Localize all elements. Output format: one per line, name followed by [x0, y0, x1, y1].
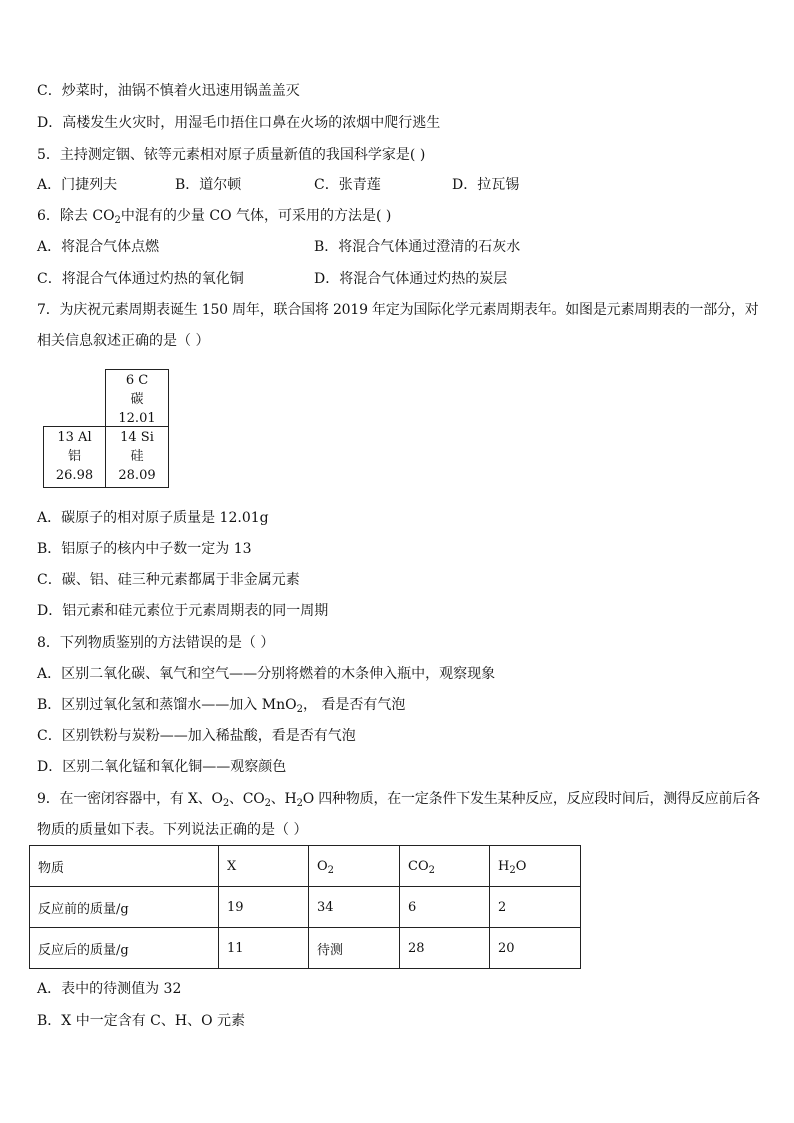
q9-option-b: B．X 中一定含有 C、H、O 元素 — [37, 1013, 246, 1029]
option-c-previous: C．炒菜时，油锅不慎着火迅速用锅盖盖灭 — [37, 83, 300, 99]
table-cell: X — [219, 846, 309, 887]
question-8: 8．下列物质鉴别的方法错误的是（ ） — [37, 635, 275, 651]
question-9: 9．在一密闭容器中，有 X、$O_2$、$CO_2$、$H_2O$ 四种物质，在一定条件下发生某种反应，反应段时间后，测得反应前后各 — [37, 791, 760, 809]
element-mass: 28.09 — [118, 468, 156, 483]
table-cell: 待测 — [309, 928, 400, 969]
mass-table — [29, 845, 581, 969]
table-cell: 20 — [490, 928, 581, 969]
table-cell: 2 — [490, 887, 581, 928]
q6-option-c: C．将混合气体通过灼热的氧化铜 — [37, 271, 244, 287]
table-cell: 28 — [400, 928, 490, 969]
q6-option-a: A．将混合气体点燃 — [37, 239, 160, 255]
q7-option-a: A．碳原子的相对原子质量是 12.01g — [37, 510, 269, 526]
q8-option-a: A．区别二氧化碳、氧气和空气——分别将燃着的木条伸入瓶中，观察现象 — [37, 666, 496, 682]
q5-option-a: A．门捷列夫 — [37, 177, 118, 193]
table-cell: 反应前的质量/g — [30, 887, 219, 928]
element-name: 铝 — [67, 449, 81, 464]
q9-option-a: A．表中的待测值为 32 — [37, 981, 182, 997]
q8-option-d: D．区别二氧化锰和氧化铜——观察颜色 — [37, 759, 287, 775]
q5-option-b: B．道尔顿 — [175, 177, 242, 193]
element-number-symbol: 14 Si — [120, 430, 154, 445]
table-cell: $CO_2$ — [400, 846, 490, 887]
q8-option-b: B．区别过氧化氢和蒸馏水——加入 MnO$_2$， 看是否有气泡 — [37, 697, 406, 715]
element-mass: 12.01 — [118, 411, 156, 426]
element-cell-aluminum — [43, 426, 106, 488]
table-cell: 物质 — [30, 846, 219, 887]
table-cell: $O_2$ — [309, 846, 400, 887]
element-name: 碳 — [130, 392, 144, 407]
question-7: 7．为庆祝元素周期表诞生 150 周年，联合国将 2019 年定为国际化学元素周期表年。如图是元素周期表的一部分，对 — [37, 302, 759, 318]
question-6: 6．除去 $CO_2$中混有的少量 CO 气体，可采用的方法是( ) — [37, 208, 392, 226]
option-d-previous: D．高楼发生火灾时，用湿毛巾捂住口鼻在火场的浓烟中爬行逃生 — [37, 115, 441, 131]
question-7-cont: 相关信息叙述正确的是（ ） — [37, 333, 210, 349]
q6-option-b: B．将混合气体通过澄清的石灰水 — [314, 239, 521, 255]
table-cell: 19 — [219, 887, 309, 928]
table-cell: 34 — [309, 887, 400, 928]
question-9-cont: 物质的质量如下表。下列说法正确的是（ ） — [37, 822, 308, 838]
table-header-row — [30, 846, 581, 887]
table-cell: 6 — [400, 887, 490, 928]
q5-option-c: C．张青莲 — [314, 177, 381, 193]
table-cell: 反应后的质量/g — [30, 928, 219, 969]
element-number-symbol: 6 C — [125, 373, 149, 388]
element-name: 硅 — [130, 449, 144, 464]
element-mass: 26.98 — [55, 468, 94, 483]
table-row — [30, 887, 581, 928]
table-cell: 11 — [219, 928, 309, 969]
table-row — [30, 928, 581, 969]
q7-option-b: B．铝原子的核内中子数一定为 13 — [37, 541, 252, 557]
q6-option-d: D．将混合气体通过灼热的炭层 — [314, 271, 508, 287]
q8-option-c: C．区别铁粉与炭粉——加入稀盐酸，看是否有气泡 — [37, 728, 356, 744]
q5-option-d: D．拉瓦锡 — [452, 177, 520, 193]
question-5: 5．主持测定铟、铱等元素相对原子质量新值的我国科学家是( ) — [37, 147, 426, 163]
element-cell-carbon — [105, 369, 169, 427]
table-cell: $H_2O$ — [490, 846, 581, 887]
element-number-symbol: 13 Al — [57, 430, 92, 445]
q7-option-c: C．碳、铝、硅三种元素都属于非金属元素 — [37, 572, 300, 588]
q7-option-d: D．铝元素和硅元素位于元素周期表的同一周期 — [37, 603, 329, 619]
element-cell-silicon — [105, 426, 169, 488]
